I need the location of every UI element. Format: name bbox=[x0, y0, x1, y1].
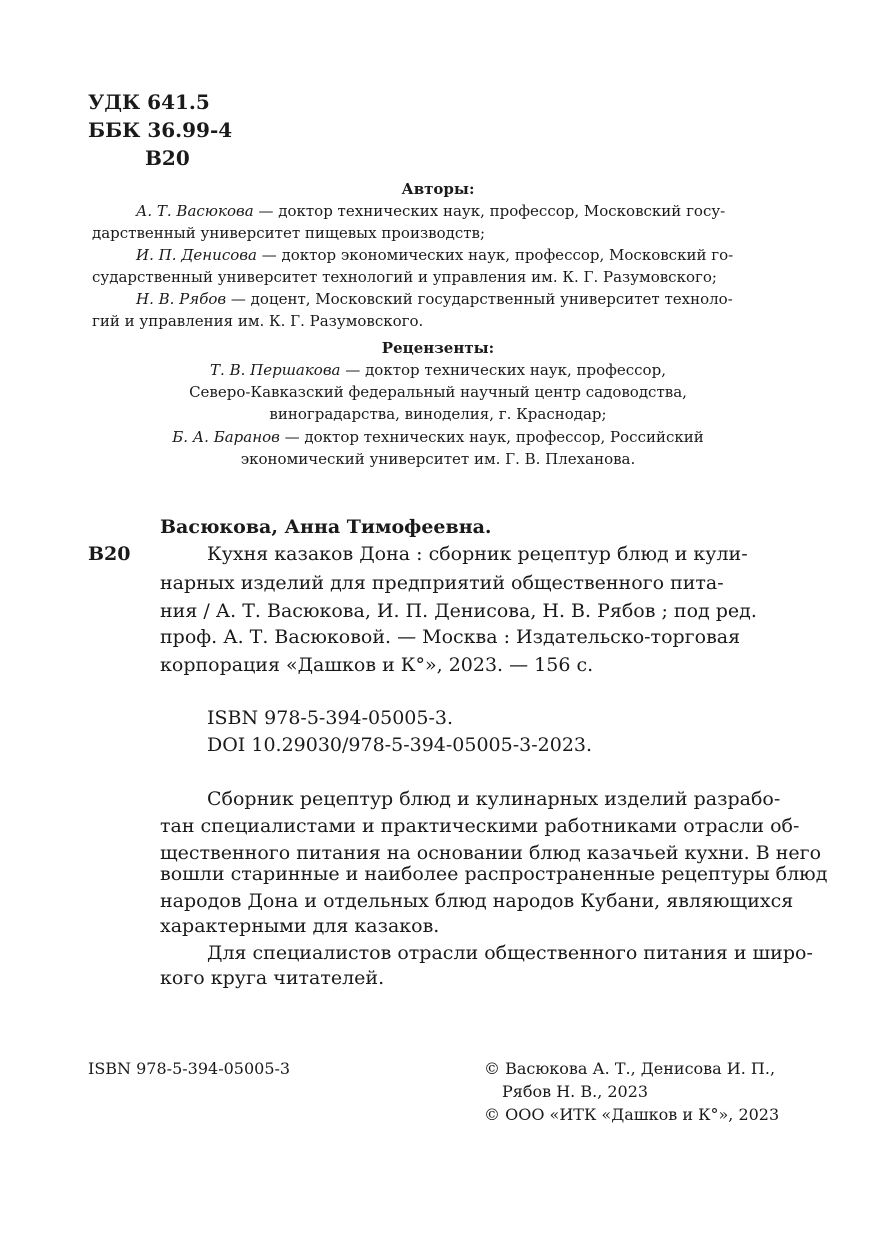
udk-code: УДК 641.5 bbox=[88, 90, 210, 114]
author-info: сударственный университет технологий и управления им. К. Г. Разумовского; bbox=[92, 268, 717, 286]
description-line: нарных изделий для предприятий общественного пита- bbox=[160, 572, 724, 594]
record-isbn: ISBN 978-5-394-05005-3. bbox=[207, 707, 454, 729]
annotation-line: вошли старинные и наиболее распространенные рецептуры блюд bbox=[160, 863, 828, 885]
description-line: ния / А. Т. Васюкова, И. П. Денисова, Н. В. Рябов ; под ред. bbox=[160, 600, 757, 622]
description-line: корпорация «Дашков и К°», 2023. — 156 с. bbox=[160, 654, 594, 676]
main-author: Васюкова, Анна Тимофеевна. bbox=[160, 516, 492, 538]
annotation-line: Для специалистов отрасли общественного питания и широ- bbox=[207, 942, 813, 964]
annotation-line: кого круга читателей. bbox=[160, 967, 385, 989]
copyright-line: © Васюкова А. Т., Денисова И. П., bbox=[484, 1059, 776, 1078]
author-info: — доктор технических наук, профессор, Московский госу- bbox=[258, 202, 726, 220]
authors-heading: Авторы: bbox=[401, 180, 475, 198]
description-line: проф. А. Т. Васюковой. — Москва : Издательско-торговая bbox=[160, 626, 741, 648]
reviewer-info: — доктор технических наук, профессор, Российский bbox=[284, 428, 704, 446]
author-entry bbox=[136, 244, 733, 266]
reviewer-info: виноградарства, виноделия, г. Краснодар; bbox=[269, 405, 607, 423]
reviewer-entry bbox=[0, 426, 876, 448]
annotation-line: народов Дона и отдельных блюд народов Кубани, являющихся bbox=[160, 890, 794, 912]
reviewer-info: Северо-Кавказский федеральный научный центр садоводства, bbox=[189, 383, 687, 401]
record-doi: DOI 10.29030/978-5-394-05005-3-2023. bbox=[207, 734, 593, 756]
reviewer-info: экономический университет им. Г. В. Плеханова. bbox=[240, 450, 636, 468]
annotation-line: тан специалистами и практическими работниками отрасли об- bbox=[160, 815, 800, 837]
annotation-line: Сборник рецептур блюд и кулинарных изделий разрабо- bbox=[207, 788, 781, 810]
footer-isbn: ISBN 978-5-394-05005-3 bbox=[88, 1059, 291, 1078]
annotation-line: щественного питания на основании блюд казачьей кухни. В него bbox=[160, 842, 822, 864]
author-mark: В20 bbox=[145, 146, 190, 170]
author-info: дарственный университет пищевых производств; bbox=[92, 224, 486, 242]
copyright-line: Рябов Н. В., 2023 bbox=[502, 1082, 649, 1101]
author-info: — доцент, Московский государственный университет техноло- bbox=[230, 290, 733, 308]
author-entry bbox=[136, 288, 733, 310]
annotation-line: характерными для казаков. bbox=[160, 915, 440, 937]
record-mark: В20 bbox=[88, 543, 131, 565]
reviewers-heading: Рецензенты: bbox=[381, 339, 495, 357]
author-name: И. П. Денисова bbox=[136, 246, 257, 264]
author-name: Н. В. Рябов bbox=[136, 290, 227, 308]
reviewer-info: — доктор технических наук, профессор, bbox=[345, 361, 666, 379]
reviewer-entry bbox=[0, 359, 876, 381]
reviewer-name: Т. В. Першакова bbox=[210, 361, 341, 379]
bbk-code: ББК 36.99-4 bbox=[88, 118, 233, 142]
copyright-line: © ООО «ИТК «Дашков и К°», 2023 bbox=[484, 1105, 780, 1124]
description-line: Кухня казаков Дона : сборник рецептур блюд и кули- bbox=[207, 543, 748, 565]
reviewer-name: Б. А. Баранов bbox=[172, 428, 280, 446]
author-info: — доктор экономических наук, профессор, Московский го- bbox=[261, 246, 734, 264]
author-info: гий и управления им. К. Г. Разумовского. bbox=[92, 312, 424, 330]
author-entry bbox=[136, 200, 725, 222]
author-name: А. Т. Васюкова bbox=[136, 202, 254, 220]
